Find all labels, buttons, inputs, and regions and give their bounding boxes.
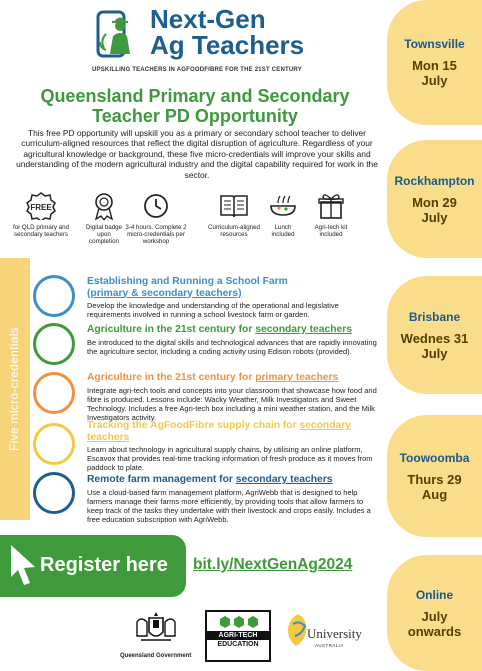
module-title — [87, 324, 379, 336]
badge-icon — [82, 190, 126, 222]
session-date-line2: onwards — [407, 623, 462, 639]
module-audience-link[interactable]: secondary teachers — [235, 474, 333, 485]
cursor-arrow-icon — [8, 543, 38, 587]
module-audience-link[interactable]: primary teachers — [255, 372, 339, 383]
cqu-label: University — [307, 626, 362, 641]
side-label: Five micro-credentials — [7, 327, 21, 451]
module-number: 3 — [46, 377, 62, 408]
session-date-line1: Mon 29 — [412, 194, 457, 210]
svg-text:FREE: FREE — [30, 203, 52, 212]
module-3 — [87, 372, 379, 422]
benefit-label: Lunch included — [271, 224, 295, 239]
session-tab-rockhampton — [387, 140, 482, 258]
gift-icon — [308, 190, 354, 222]
module-title-text: Agriculture in the 21st century for — [87, 324, 253, 335]
benefit-lunch — [264, 190, 302, 238]
benefit-badge — [82, 190, 126, 246]
benefit-label: for QLD primary and secondary teachers — [12, 224, 70, 239]
session-date-line2: July — [421, 209, 448, 225]
module-title-text: Agriculture in the 21st century for — [87, 372, 253, 383]
module-4 — [87, 420, 379, 472]
queensland-government-logo — [120, 610, 191, 659]
module-number-1 — [33, 275, 75, 317]
session-city: Townsville — [404, 37, 465, 51]
module-description: Be introduced to the digital skills and technological advances that are rapidly innovating the agriculture sector, including a coding activity using Edison robots (provided). — [87, 337, 377, 356]
agritech-line1: AGRI-TECH — [207, 631, 269, 640]
module-description: Develop the knowledge and understanding of the operational and legislative requirements involved in running a school livestock farm or garden. — [87, 301, 339, 319]
lunch-icon — [264, 190, 302, 222]
module-title — [87, 474, 379, 486]
session-city: Toowoomba — [399, 450, 470, 465]
module-number-4 — [33, 423, 75, 465]
module-description: Integrate agri-tech tools and concepts into your classroom that showcase how food and fibre is produced. Lessons include: Wacky Weather, Milk Investigators and Sweet Technology. Includes a free Agri-tech box including a mini weather station, and the Milk Investigators activity. — [87, 385, 377, 422]
agri-tech-hex-icon — [219, 615, 259, 629]
module-description: Use a cloud-based farm management platform, AgriWebb that is designed to help farmers manage their farms more efficiently, by providing tools that allow farmers to keep track of the tasks they undertake with their livestock and crops easily. Includes a free education subscription with AgriWebb. — [87, 487, 371, 524]
session-date-line1: Mon 15 — [412, 58, 457, 73]
benefit-kit — [308, 190, 354, 238]
module-number: 1 — [46, 280, 62, 311]
session-city: Online — [415, 587, 454, 602]
agritech-line2: EDUCATION — [217, 641, 259, 648]
session-tab-brisbane — [387, 276, 482, 394]
session-date-line1: Wednes 31 — [400, 330, 469, 346]
brand-line2: Ag Teachers — [150, 30, 305, 60]
session-city: Brisbane — [408, 309, 461, 324]
benefit-label: 3-4 hours. Complete 2 micro-credentials per workshop — [125, 224, 187, 246]
benefit-duration — [124, 190, 188, 246]
agri-tech-education-logo — [205, 610, 271, 662]
module-2 — [87, 324, 379, 356]
module-audience-link[interactable]: (primary & secondary teachers) — [87, 287, 242, 299]
module-1 — [87, 276, 379, 319]
title-line2: Teacher PD Opportunity — [92, 106, 298, 126]
module-5 — [87, 474, 379, 524]
session-date-line2: Aug — [421, 486, 448, 502]
book-icon — [208, 190, 260, 222]
module-title-text: Remote farm management for — [87, 474, 233, 485]
benefit-resources — [208, 190, 260, 238]
qld-crest-icon — [131, 610, 181, 646]
session-tab-townsville — [387, 0, 482, 125]
cq-university-logo — [285, 612, 367, 658]
benefit-label: Agri-tech kit included — [314, 224, 348, 239]
session-date-line1: Thurs 29 — [407, 471, 462, 487]
register-link[interactable]: bit.ly/NextGenAg2024 — [193, 556, 353, 573]
phone-farmer-logo-icon — [90, 8, 142, 60]
register-button[interactable] — [0, 535, 186, 597]
module-title — [87, 276, 379, 299]
session-tab-toowoomba — [387, 415, 482, 537]
module-audience-link[interactable]: secondary teachers — [255, 324, 352, 335]
module-number: 5 — [46, 477, 62, 508]
module-title-text: Tracking the AgFoodFibre supply chain for — [87, 420, 297, 431]
free-tag-icon — [4, 190, 78, 222]
benefit-label: Curriculum-aligned resources — [208, 224, 260, 239]
intro-paragraph: This free PD opportunity will upskill you as a primary or secondary school teacher to deliver curriculum-aligned resources that reflect the digital disruption of agriculture. Regardless of your agricultural knowledge or background, these five micro-credentials will improve your skills and understanding of the modern agricultural industry and the digital capability required for work in the sector. — [16, 128, 378, 180]
clock-icon — [124, 190, 188, 222]
module-number-3 — [33, 372, 75, 414]
benefit-label: Digital badge upon completion — [85, 224, 123, 246]
module-description: Learn about technology in agricultural supply chains, by utilising an online platform, Escavox that provides real-time tracking information of fresh produce as it moves from paddock to plate. — [87, 445, 373, 472]
module-audience-link[interactable]: secondary teachers — [87, 420, 351, 443]
tagline: UPSKILLING TEACHERS IN AGFOODFIBRE FOR THE 21ST CENTURY — [92, 67, 302, 73]
title-line1: Queensland Primary and Secondary — [40, 86, 350, 106]
module-number-2 — [33, 323, 75, 365]
cqu-sub: AUSTRALIA — [315, 643, 344, 648]
page-title — [20, 86, 370, 126]
module-title — [87, 420, 379, 443]
module-number: 2 — [46, 328, 62, 359]
benefit-free — [4, 190, 78, 238]
session-city: Rockhampton — [394, 173, 475, 188]
session-tab-online — [387, 555, 482, 671]
brand-title — [150, 6, 304, 58]
session-date-line2: July — [421, 73, 448, 88]
register-label: Register here — [40, 554, 168, 576]
module-title-text: Establishing and Running a School Farm — [87, 276, 288, 287]
module-title — [87, 372, 379, 384]
brand-line1: Next-Gen — [150, 4, 266, 34]
module-number-5 — [33, 472, 75, 514]
module-number: 4 — [46, 428, 62, 459]
qld-label: Queensland Government — [120, 653, 192, 659]
session-date-line2: July — [421, 345, 448, 361]
session-date-line1: July — [421, 608, 448, 624]
